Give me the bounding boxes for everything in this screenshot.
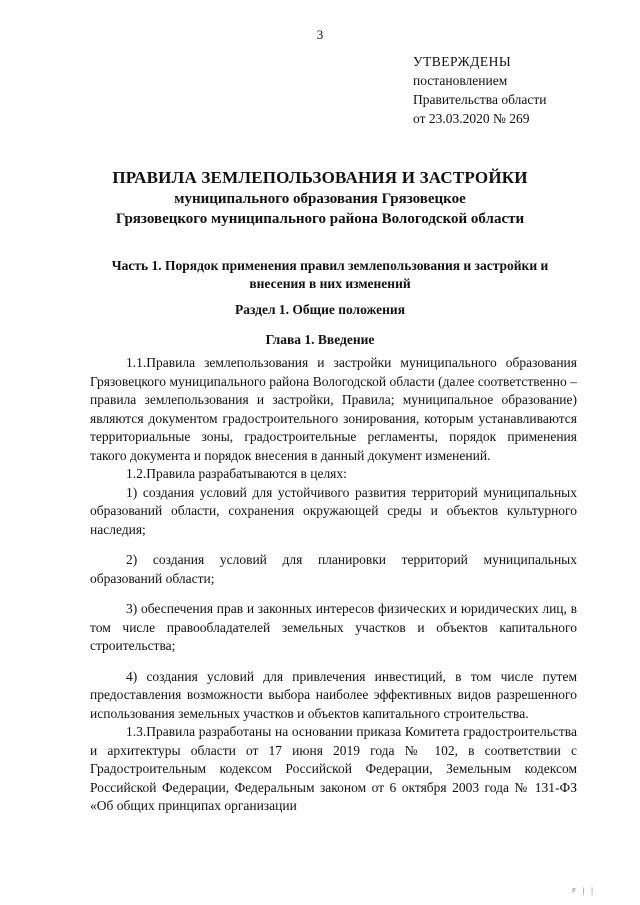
list-item: 1) создания условий для устойчивого развития территорий муниципальных образований области, сохранения окружающей среды и объектов культурного наследия;: [90, 484, 577, 537]
paragraph: 1.3.Правила разработаны на основании приказа Комитета градостроительства и архитектуры области от 17 июня 2019 года № 102, в соответствии с Градостроительным кодексом Российской Федерации, Земельным кодексом Российской Федерации, Федеральным законом от 6 октября 2003 года № 131-ФЗ «Об общих принципах организации: [90, 724, 577, 813]
footer-mark: F | |: [572, 887, 596, 895]
list-item: 2) создания условий для планировки территорий муниципальных образований области;: [90, 552, 577, 586]
title-main: ПРАВИЛА ЗЕМЛЕПОЛЬЗОВАНИЯ И ЗАСТРОЙКИ: [112, 168, 528, 187]
approval-line: Правительства области: [413, 92, 547, 107]
title-subtitle: муниципального образования Грязовецкое: [174, 191, 466, 207]
page-number: 3: [316, 27, 324, 42]
document-title: [0, 167, 640, 229]
approval-heading: УТВЕРЖДЕНЫ: [413, 54, 512, 69]
list-item: 4) создания условий для привлечения инвестиций, в том числе путем предоставления возможности выбора наиболее эффективных видов разрешенного использования земельных участков и объектов капитального строительства.: [90, 668, 577, 721]
document-body: [90, 354, 577, 816]
approval-line: постановлением: [413, 73, 508, 88]
chapter-heading: Глава 1. Введение: [265, 332, 375, 347]
section-heading: Раздел 1. Общие положения: [234, 302, 406, 317]
list-item: 3) обеспечения прав и законных интересов физических и юридических лиц, в том числе правообладателей земельных участков и объектов капитального строительства;: [90, 601, 577, 653]
approval-line: от 23.03.2020 № 269: [413, 111, 530, 126]
title-subtitle: Грязовецкого муниципального района Вологодской области: [115, 211, 525, 227]
paragraph: 1.1.Правила землепользования и застройки муниципального образования Грязовецкого муниципального района Вологодской области (далее соответственно – правила землепользования и застройки, Правила; муниципальное образование) являются документом градостроительного зонирования, которым устанавливаются территориальные зоны, градостроительные регламенты, порядок применения такого документа и порядок внесения в данный документ изменений.: [90, 355, 577, 463]
approval-block: [413, 52, 546, 128]
part-heading: Часть 1. Порядок применения правил землепользования и застройки и внесения в них изменений: [111, 258, 549, 291]
paragraph: 1.2.Правила разрабатываются в целях:: [126, 466, 347, 481]
